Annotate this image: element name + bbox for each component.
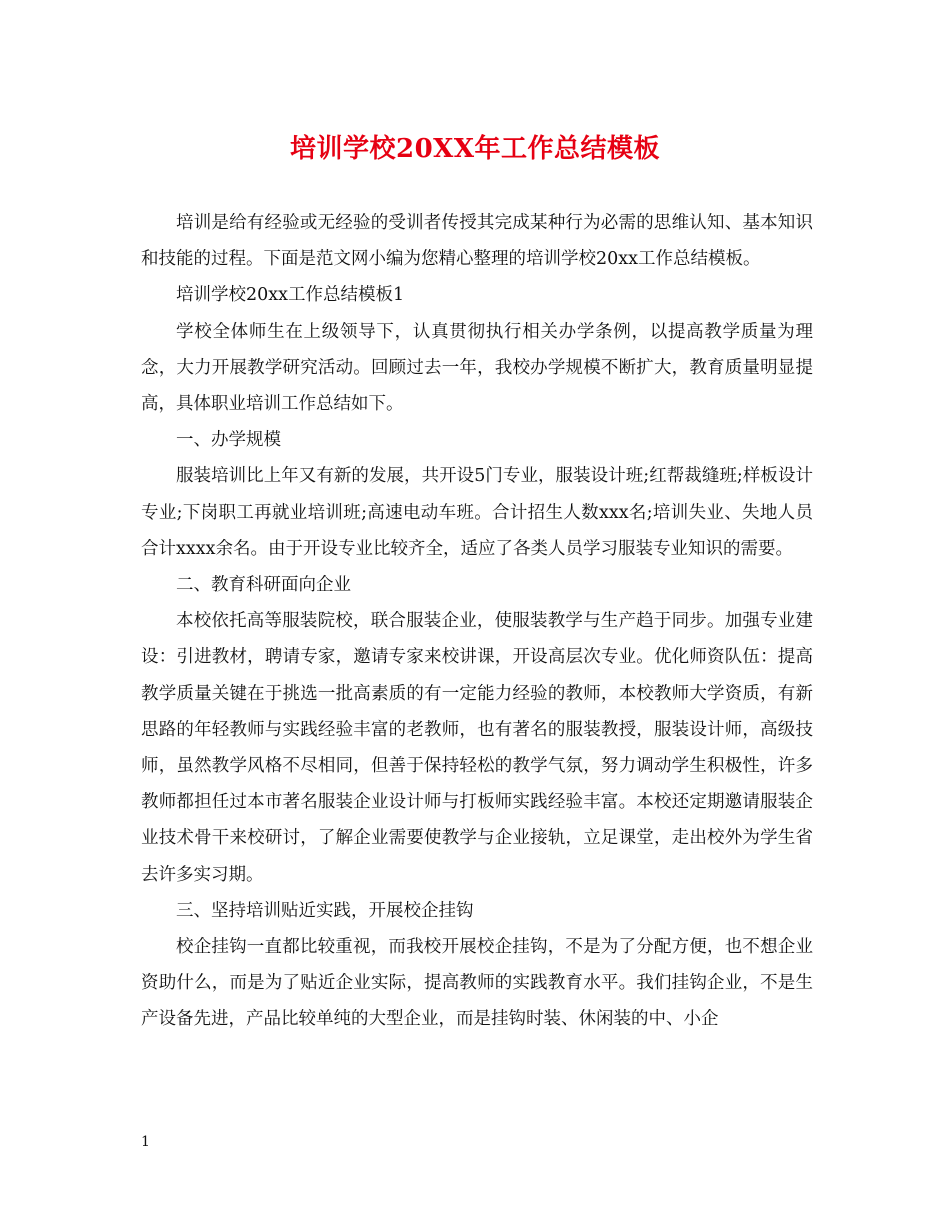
- practice-paragraph: 校企挂钩一直都比较重视，而我校开展校企挂钩，不是为了分配方便，也不想企业资助什么，而是为了贴近企业实际，提高教师的实践教育水平。我们挂钩企业，不是生产设备先进，产品比较单纯的大型企业，而是挂钩时装、休闲装的中、小企: [141, 937, 813, 1030]
- school-scale-paragraph: 服装培训比上年又有新的发展，共开设5门专业，服装设计班;红帮裁缝班;样板设计专业;下岗职工再就业培训班;高速电动车班。合计招生人数xxx名;培训失业、失地人员合计xxxx余名。由于开设专业比较齐全，适应了各类人员学习服装专业知识的需要。: [141, 466, 813, 559]
- research-paragraph: 本校依托高等服装院校，联合服装企业，使服装教学与生产趋于同步。加强专业建设：引进教材，聘请专家，邀请专家来校讲课，开设高层次专业。优化师资队伍：提高教学质量关键在于挑选一批高素质的有一定能力经验的教师，本校教师大学资质，有新思路的年轻教师与实践经验丰富的老教师，也有著名的服装教授，服装设计师，高级技师，虽然教学风格不尽相同，但善于保持轻松的教学气氛，努力调动学生积极性，许多教师都担任过本市著名服装企业设计师与打板师实践经验丰富。本校还定期邀请服装企业技术骨干来校研讨，了解企业需要使教学与企业接轨，立足课堂，走出校外为学生省去许多实习期。: [141, 611, 813, 885]
- section-heading-research: 二、教育科研面向企业: [176, 575, 351, 596]
- document-body: [141, 205, 813, 1038]
- section-heading-school-scale: 一、办学规模: [176, 430, 281, 451]
- page-number: 1: [141, 1134, 150, 1150]
- overview-paragraph: 学校全体师生在上级领导下，认真贯彻执行相关办学条例，以提高教学质量为理念，大力开展教学研究活动。回顾过去一年，我校办学规模不断扩大，教育质量明显提高，具体职业培训工作总结如下。: [141, 321, 813, 415]
- section-heading-practice: 三、坚持培训贴近实践，开展校企挂钩: [176, 900, 474, 921]
- document-title: 培训学校20XX年工作总结模板: [289, 134, 661, 164]
- section-heading-template-1: 培训学校20xx工作总结模板1: [176, 285, 405, 306]
- intro-paragraph: 培训是给有经验或无经验的受训者传授其完成某种行为必需的思维认知、基本知识和技能的过程。下面是范文网小编为您精心整理的培训学校20xx工作总结模板。: [141, 213, 813, 270]
